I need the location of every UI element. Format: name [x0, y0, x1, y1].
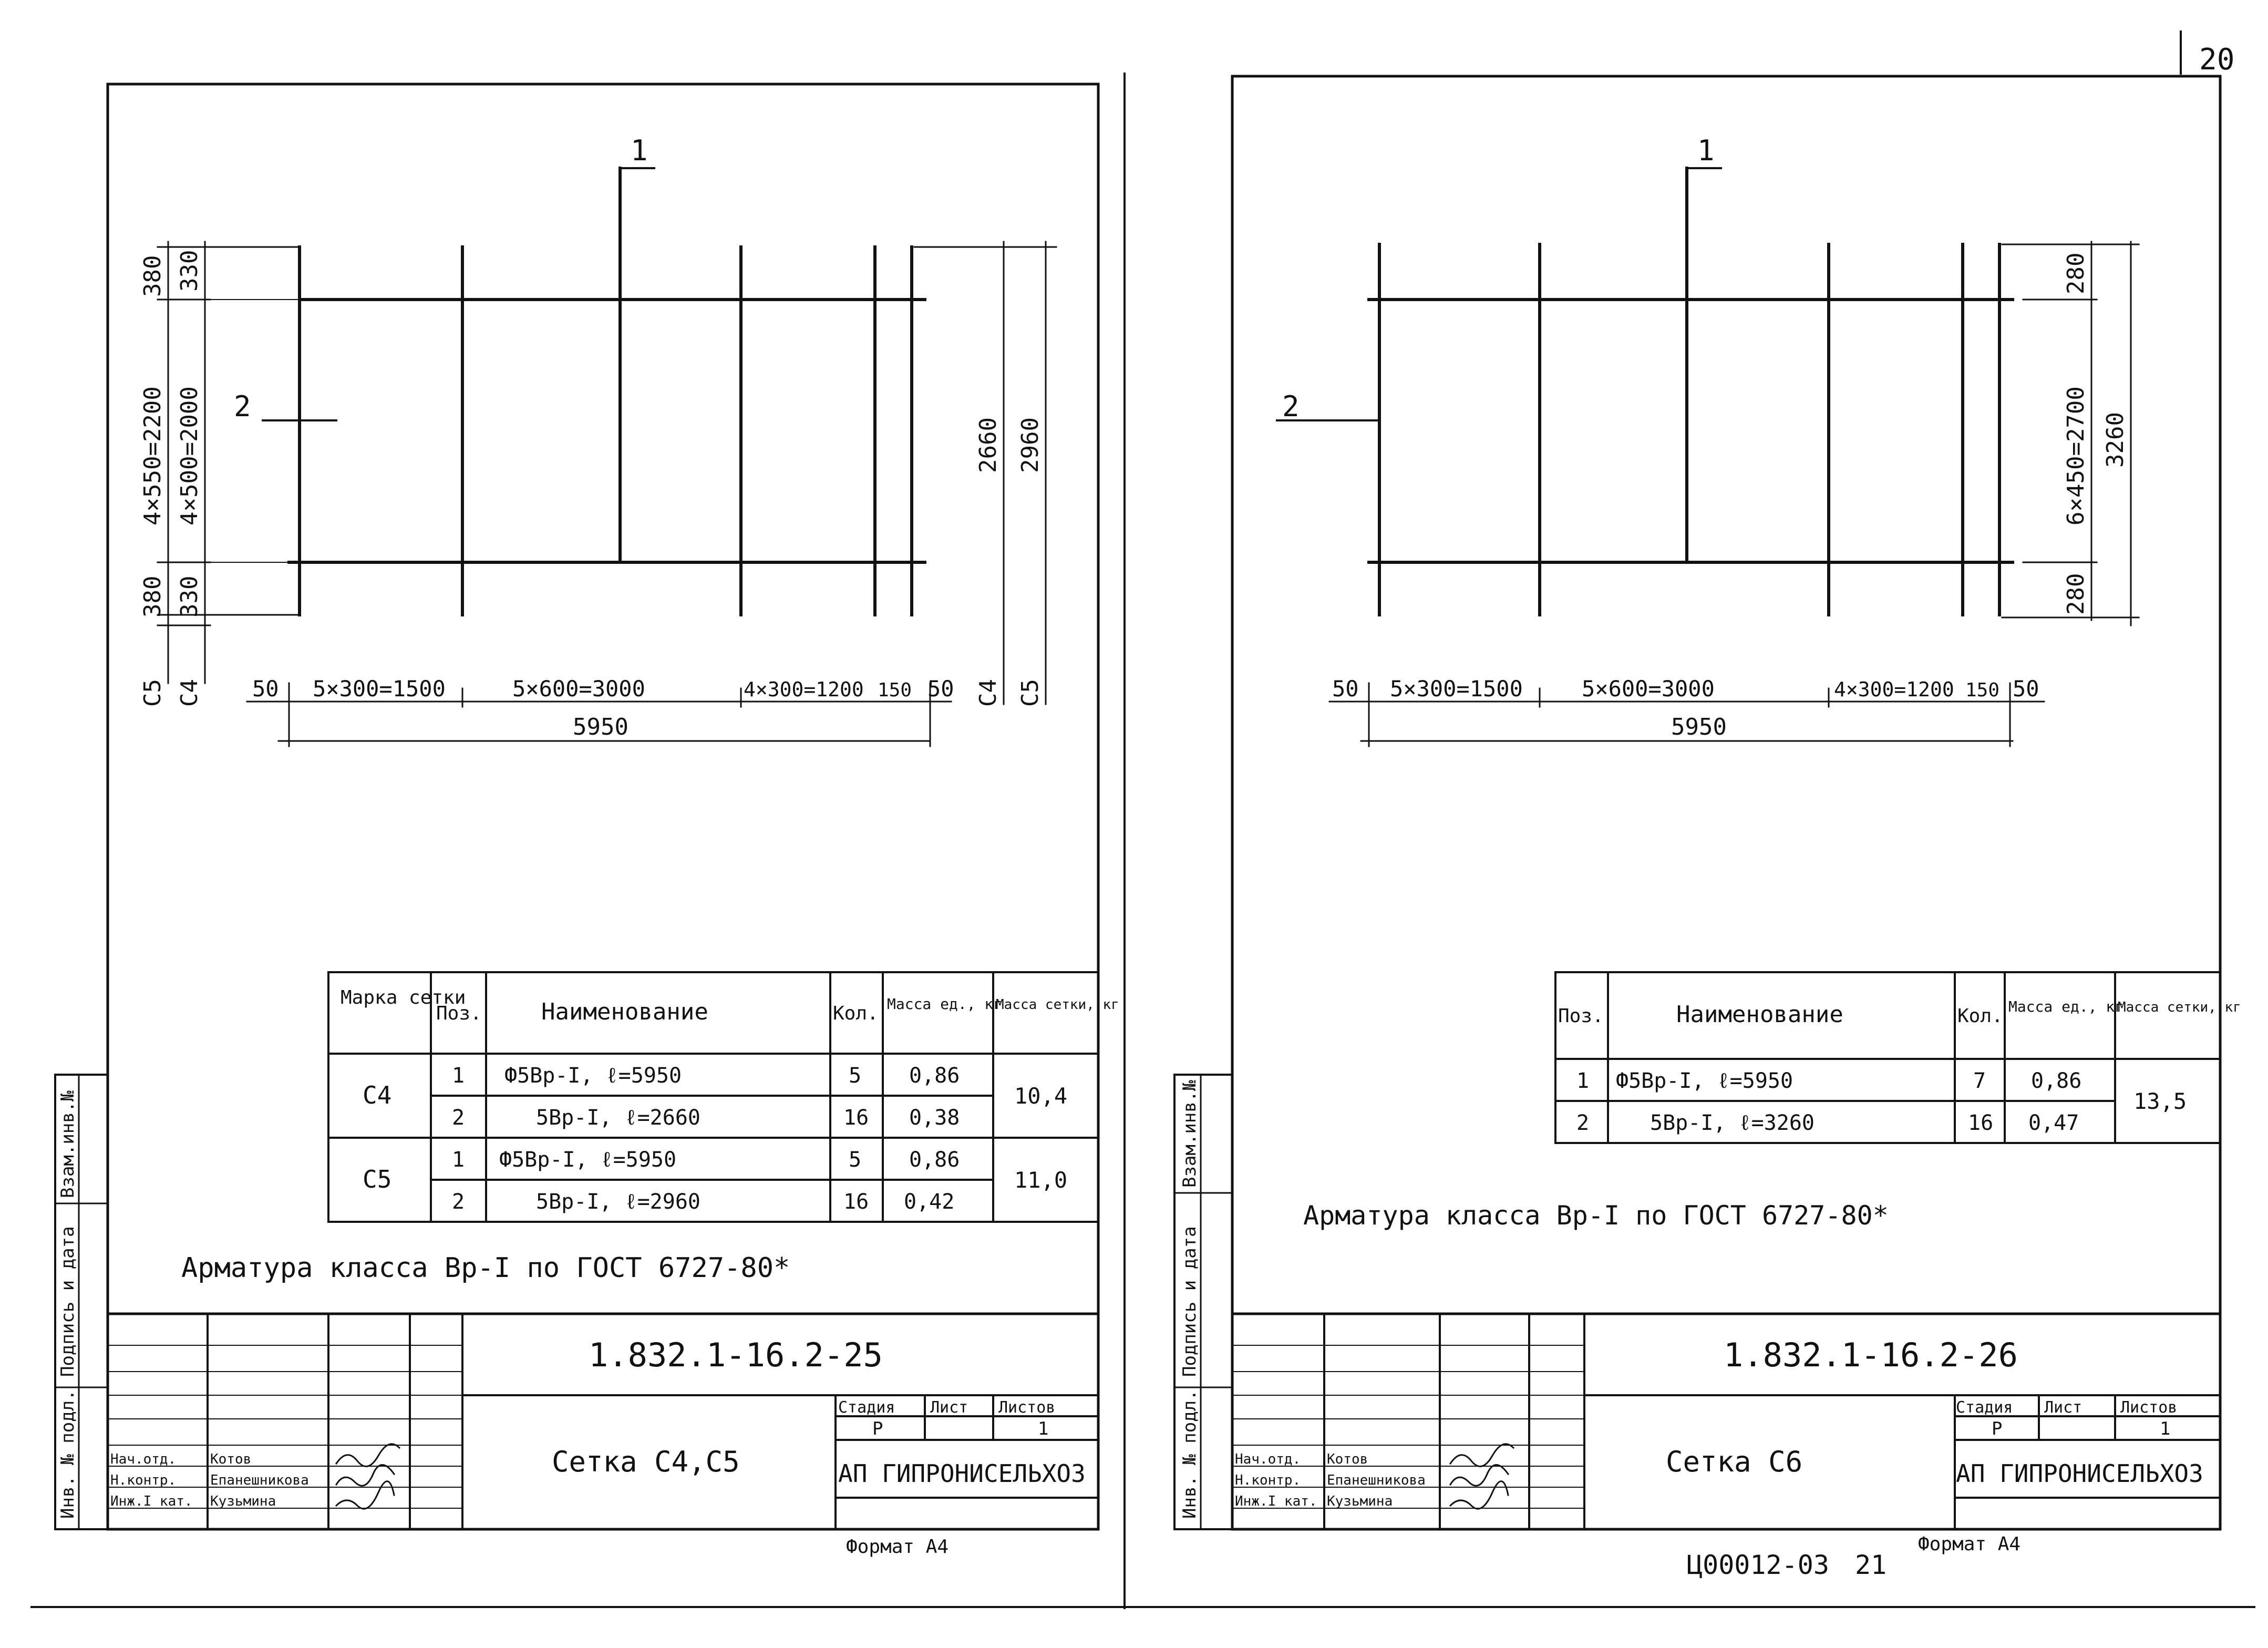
left-th-mass-unit: Масса ед., кг	[887, 995, 1003, 1013]
right-name-1: Котов	[1327, 1451, 1368, 1467]
right-name-2: Епанешникова	[1327, 1472, 1426, 1488]
left-c4-qty-2: 16	[843, 1106, 869, 1130]
left-sheet	[55, 84, 1119, 1558]
right-role-1: Нач.отд.	[1235, 1451, 1301, 1467]
left-dim-5x300: 5×300=1500	[313, 676, 446, 702]
right-qty-2: 16	[1968, 1111, 1994, 1135]
left-c5-pos-1: 1	[452, 1148, 465, 1172]
left-role-2: Н.контр.	[110, 1472, 177, 1488]
left-dim-bot-330: 330	[176, 575, 203, 617]
right-total: 13,5	[2133, 1088, 2187, 1114]
left-stamp-sign: Подпись и дата	[57, 1226, 78, 1377]
right-name-3: Кузьмина	[1327, 1494, 1393, 1509]
left-role-1: Нач.отд.	[110, 1451, 177, 1467]
right-stage-label: Стадия	[1956, 1398, 2013, 1417]
left-th-mark: Марка сетки	[341, 987, 466, 1008]
left-org: АП ГИПРОНИСЕЛЬХОЗ	[838, 1459, 1086, 1488]
left-mark-c5-right: С5	[1017, 679, 1044, 707]
right-qty-1: 7	[1973, 1069, 1986, 1093]
left-dim-4x300: 4×300=1200	[744, 678, 864, 701]
right-dim-50b: 50	[2013, 676, 2039, 702]
right-stamp-inv: Инв. № подл.	[1179, 1389, 1200, 1519]
left-name-1: Котов	[210, 1451, 252, 1467]
left-dim-2960: 2960	[1017, 417, 1044, 473]
right-sheet	[1174, 76, 2241, 1555]
right-dim-bot-280: 280	[2063, 573, 2089, 615]
right-sheet-label: Лист	[2044, 1398, 2083, 1417]
right-name-2: 5Вр-I, ℓ=3260	[1650, 1111, 1815, 1135]
right-dim-5x300: 5×300=1500	[1390, 676, 1523, 702]
right-stage: Р	[1992, 1418, 2003, 1439]
left-dim-150: 150	[878, 679, 912, 701]
right-stamp-sign: Подпись и дата	[1179, 1226, 1200, 1377]
left-mesh-drawing	[208, 168, 925, 615]
left-sheet-title: Сетка С4,С5	[552, 1445, 740, 1478]
left-dim-50b: 50	[927, 676, 954, 702]
left-role-3: Инж.I кат.	[110, 1494, 193, 1509]
left-th-name: Наименование	[541, 998, 708, 1025]
left-c5-qty-1: 5	[849, 1148, 862, 1172]
right-th-name: Наименование	[1676, 1001, 1843, 1028]
left-c4-name-1: Ф5Вр-I, ℓ=5950	[504, 1064, 682, 1088]
right-dim-6x450: 6×450=2700	[2063, 386, 2089, 526]
left-th-qty: Кол.	[833, 1003, 879, 1024]
left-dim-2660: 2660	[975, 417, 1002, 473]
right-note: Арматура класса Вр-I по ГОСТ 6727-80*	[1303, 1200, 1889, 1231]
right-dim-3260: 3260	[2102, 412, 2129, 468]
left-c4-mass-1: 0,86	[909, 1064, 960, 1088]
left-c5-pos-2: 2	[452, 1190, 465, 1214]
left-name-2: Епанешникова	[210, 1472, 309, 1488]
left-c5-name-2: 5Вр-I, ℓ=2960	[536, 1190, 700, 1214]
left-c4-name-2: 5Вр-I, ℓ=2660	[536, 1106, 700, 1130]
left-c5-mass-2: 0,42	[904, 1190, 955, 1214]
left-dim-4x500: 4×500=2000	[176, 386, 203, 526]
right-org: АП ГИПРОНИСЕЛЬХОЗ	[1956, 1459, 2203, 1488]
left-dim-bot-380: 380	[139, 575, 166, 617]
right-callout-2: 2	[1282, 390, 1300, 423]
right-format: Формат А4	[1918, 1533, 2021, 1555]
right-pos-2: 2	[1576, 1111, 1590, 1135]
right-dim-total: 5950	[1671, 714, 1727, 740]
left-sheets: 1	[1038, 1418, 1049, 1439]
left-c5-name-1: Ф5Вр-I, ℓ=5950	[499, 1148, 677, 1172]
left-format: Формат А4	[846, 1536, 949, 1558]
right-stamp-vzam: Взам.инв.№	[1179, 1080, 1200, 1188]
left-stage-label: Стадия	[838, 1398, 895, 1417]
right-th-mass-total: Масса сетки, кг	[2118, 1000, 2241, 1015]
left-dim-50a: 50	[252, 676, 279, 702]
left-stamp-inv: Инв. № подл.	[57, 1389, 78, 1519]
left-dim-top-330: 330	[176, 250, 203, 292]
left-stage: Р	[872, 1418, 883, 1439]
left-c5-total: 11,0	[1014, 1167, 1068, 1193]
right-name-1: Ф5Вр-I, ℓ=5950	[1616, 1069, 1793, 1093]
right-th-qty: Кол.	[1957, 1005, 2003, 1027]
left-stamp-vzam: Взам.инв.№	[57, 1090, 78, 1198]
right-sheet-title: Сетка С6	[1666, 1445, 1803, 1478]
right-dim-50a: 50	[1332, 676, 1359, 702]
left-dim-5x600: 5×600=3000	[512, 676, 645, 702]
right-callout-1: 1	[1697, 134, 1715, 167]
right-dim-5x600: 5×600=3000	[1582, 676, 1715, 702]
right-sheets: 1	[2160, 1418, 2171, 1439]
left-c4-mark: С4	[363, 1081, 392, 1109]
right-mesh-drawing	[1277, 168, 2013, 615]
left-c4-pos-2: 2	[452, 1106, 465, 1130]
left-dim-total: 5950	[573, 714, 628, 740]
right-th-mass-unit: Масса ед., кг	[2008, 998, 2124, 1015]
footer-page: 21	[1855, 1550, 1887, 1580]
right-role-2: Н.контр.	[1235, 1472, 1301, 1488]
left-sheet-label: Лист	[930, 1398, 968, 1417]
left-c5-mark: С5	[363, 1165, 392, 1193]
left-c4-qty-1: 5	[849, 1064, 862, 1088]
right-pos-1: 1	[1576, 1069, 1590, 1093]
left-mark-c5-left: С5	[139, 679, 166, 707]
page-number: 20	[2199, 43, 2235, 77]
right-dim-4x300: 4×300=1200	[1834, 678, 1954, 701]
right-mass-2: 0,47	[2028, 1111, 2079, 1135]
left-doc-code: 1.832.1-16.2-25	[589, 1336, 883, 1374]
left-name-3: Кузьмина	[210, 1494, 276, 1509]
left-callout-1: 1	[631, 134, 648, 167]
right-side-stamp	[1174, 1075, 1232, 1529]
right-dim-top-280: 280	[2063, 252, 2089, 294]
left-note: Арматура класса Вр-I по ГОСТ 6727-80*	[181, 1252, 790, 1284]
right-dim-150: 150	[1965, 679, 2000, 701]
left-dim-top-380: 380	[139, 255, 166, 297]
right-role-3: Инж.I кат.	[1235, 1494, 1317, 1509]
left-signatures	[336, 1444, 399, 1509]
right-doc-code: 1.832.1-16.2-26	[1724, 1336, 2018, 1374]
left-th-pos: Поз.	[436, 1003, 482, 1024]
left-side-stamp	[55, 1075, 108, 1529]
left-mark-c4-right: С4	[975, 679, 1002, 707]
left-dim-4x550: 4×550=2200	[139, 386, 166, 526]
left-c4-mass-2: 0,38	[909, 1106, 960, 1130]
left-callout-2: 2	[234, 390, 251, 423]
left-c4-total: 10,4	[1014, 1083, 1068, 1109]
footer-code: Ц00012-03	[1687, 1550, 1829, 1580]
left-th-mass-total: Масса сетки, кг	[996, 997, 1119, 1013]
right-mass-1: 0,86	[2031, 1069, 2082, 1093]
left-sheets-label: Листов	[998, 1398, 1056, 1417]
left-c5-mass-1: 0,86	[909, 1148, 960, 1172]
right-signatures	[1450, 1444, 1513, 1509]
left-mark-c4-left: С4	[176, 679, 203, 707]
right-sheets-label: Листов	[2120, 1398, 2178, 1417]
right-th-pos: Поз.	[1558, 1005, 1604, 1027]
left-c4-pos-1: 1	[452, 1064, 465, 1088]
left-c5-qty-2: 16	[843, 1190, 869, 1214]
